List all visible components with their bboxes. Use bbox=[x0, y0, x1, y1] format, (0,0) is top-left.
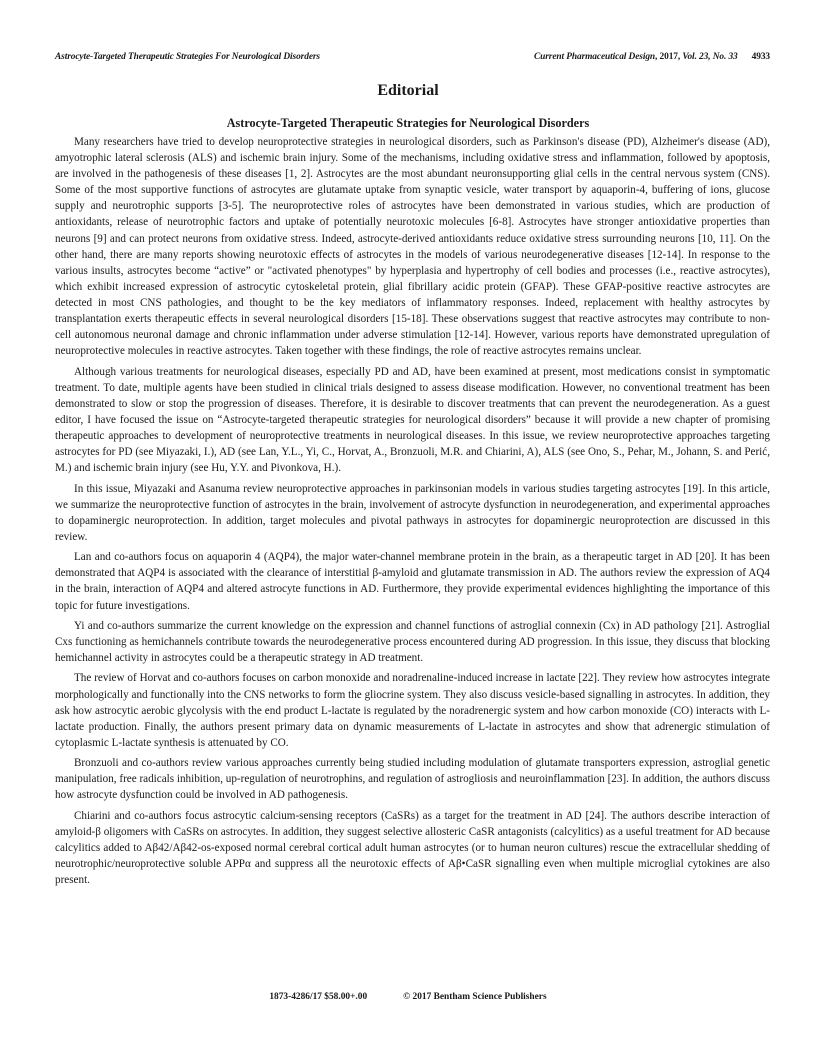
article-body bbox=[55, 134, 770, 893]
journal-volume: Vol. 23, No. 33 bbox=[682, 52, 738, 62]
article-title: Astrocyte-Targeted Therapeutic Strategies for Neurological Disorders bbox=[226, 116, 590, 130]
issn-price: 1873-4286/17 $58.00+.00 bbox=[269, 992, 368, 1002]
paragraph-intro: Many researchers have tried to develop neuroprotective strategies in neurological disorders, such as Parkinson's disease (PD), Alzheimer's disease (AD), amyotrophic lateral sclerosis (ALS) and ischemic brain injury. Some of the mechanisms, including oxidative stress and inflammation, followed by apoptosis, are involved in the pathogenesis of these diseases [1, 2]. Astrocytes are the most abundant neuronsupporting glial cells in the central nervous system (CNS). Some of the most supportive functions of astrocytes are glutamate uptake from synaptic vesicle, water transport by aquaporin-4, buffering of ions, glucose supply and neurotrophic supports [3-5]. The neuroprotective roles of astrocytes have been demonstrated in various studies, which are production of antioxidants, release of neurotrophic factors and uptake of potentially neurotoxic molecules [6-8]. Astrocytes have stronger antioxidative properties than neurons [9] and can protect neurons from oxidative stress. Indeed, astrocyte-derived antioxidants reduce oxidative stress surrounding neurons [10, 11]. On the other hand, there are many reports showing neurotoxic effects of astrocytes in the models of various neurodegenerative diseases [12-14]. In response to the various insults, astrocytes become “active” or "activated phenotypes" by hyperplasia and hypertrophy of cell bodies and processes (i.e., reactive astrocytes), which exhibit increased expression of astrocytic cytoskeletal protein, glial fibrillary acidic protein (GFAP). These GFAP-positive reactive astrocytes are detected in most CNS pathologies, and thought to be the key mediators of inflammatory responses. Indeed, replacement with healthy astrocytes by transplantation exerts therapeutic effects in several neurological disorders [15-18]. These observations suggest that reactive astrocytes may contribute to non-cell autonomous neuronal damage and chronic inflammation under adverse stimulation [12-14]. However, various reports have demonstrated upregulation of neuroprotective molecules in reactive astrocytes. Taken together with these findings, the role of reactive astrocytes remains unclear. bbox=[55, 136, 770, 358]
running-header-title: Astrocyte-Targeted Therapeutic Strategies For Neurological Disorders bbox=[55, 52, 320, 62]
paragraph-miyazaki: In this issue, Miyazaki and Asanuma review neuroprotective approaches in parkinsonian models in various studies targeting astrocytes [19]. In this article, we summarize the neuroprotective function of astrocytes in the brain, involvement of astrocyte dysfunction in neurodegeneration, and experimental approaches to dopaminergic neuroprotection. In addition, target molecules and pivotal pathways in astrocytes for dopaminergic neuroprotection are discussed in this review. bbox=[55, 482, 770, 543]
paragraph-treatments: Although various treatments for neurological diseases, especially PD and AD, have been examined at present, most medications consist in symptomatic treatment. To date, multiple agents have been studied in clinical trials designed to assess disease modification. However, no conventional treatment has been demonstrated to slow or stop the progression of diseases. Therefore, it is desirable to discover treatments that can prevent the neurodegeneration. As a guest editor, I have focused the issue on “Astrocyte-targeted therapeutic strategies for neurological disorders” because it will provide a new chapter of promising therapeutic approaches to development of neuroprotective treatments in neurological diseases. In this issue, we review neuroprotective approaches targeting astrocytes for PD (see Miyazaki, I.), AD (see Lan, Y.L., Yi, C., Horvat, A., Bronzuoli, M.R. and Chiarini, A), ALS (see Ono, S., Pehar, M., Johann, S. and Perić, M.) and ischemic brain injury (see Hu, Y.Y. and Pivonkova, H.). bbox=[55, 365, 770, 475]
page-number: 4933 bbox=[751, 52, 770, 62]
journal-citation bbox=[534, 52, 770, 62]
running-header bbox=[55, 52, 770, 62]
paragraph-chiarini: Chiarini and co-authors focus astrocytic calcium-sensing receptors (CaSRs) as a target for the treatment in AD [24]. The authors describe interaction of amyloid-β oligomers with CaSRs on astrocytes. In addition, they suggest selective allosteric CaSR antagonists (calcylitics) as a useful treatment for AD because calcylitics added to Aβ42/Aβ42-os-exposed normal cerebral cortical adult human astrocytes (or to human neuron cultures) rescue the extracellular shedding of neurotrophic/neuroprotective soluble APPα and suppress all the neurotoxic effects of Aβ•CaSR signalling even when multiple microglial cytokines are also present. bbox=[55, 809, 770, 887]
journal-year: , 2017, bbox=[655, 52, 683, 62]
page-footer bbox=[0, 992, 816, 1002]
paragraph-bronzuoli: Bronzuoli and co-authors review various approaches currently being studied including modulation of glutamate transporters expression, astroglial genetic manipulation, free radicals inhibition, up-regulation of neurotrophins, and regulation of astrogliosis and neuroinflammation [23]. In addition, the authors discuss how astrocyte dysfunction could be involved in AD pathogenesis. bbox=[55, 757, 771, 802]
paragraph-horvat: The review of Horvat and co-authors focuses on carbon monoxide and noradrenaline-induced increase in lactate [22]. They review how astrocytes integrate morphologically and functionally into the CNS networks to form the gliocrine system. They also discuss vesicle-based signalling in astrocytes. In addition, they ask how astrocytic aerobic glycolysis with the end product L-lactate is regulated by the noradrenergic system and how carbon monoxide (CO) interacts with L-lactate production. Finally, the authors present primary data on dynamic measurements of L-lactate in astrocytes and show that adrenergic stimulation of cytoplasmic L-lactate synthesis is attenuated by CO. bbox=[55, 672, 770, 749]
copyright: © 2017 Bentham Science Publishers bbox=[403, 992, 547, 1002]
paragraph-yi: Yi and co-authors summarize the current knowledge on the expression and channel functions of astroglial connexin (Cx) in AD pathology [21]. Astroglial Cxs functioning as hemichannels contribute towards the neurodegenerative process encountered during AD progression. In this issue, they discuss that blocking hemichannel activity in astrocytes could be a therapeutic strategy in AD treatment. bbox=[55, 619, 770, 665]
paragraph-lan: Lan and co-authors focus on aquaporin 4 (AQP4), the major water-channel membrane protein in the brain, as a therapeutic target in AD [20]. It has been demonstrated that AQP4 is associated with the clearance of interstitial β-amyloid and glutamate transmission in AD. The authors review the expression of AQ4 in the brain, interaction of AQP4 and altered astrocyte functions in AD. Furthermore, they provide experimental evidences highlighting the importance of this topic for future investigations. bbox=[55, 551, 770, 612]
journal-name: Current Pharmaceutical Design bbox=[533, 52, 656, 62]
section-label: Editorial bbox=[377, 82, 439, 99]
